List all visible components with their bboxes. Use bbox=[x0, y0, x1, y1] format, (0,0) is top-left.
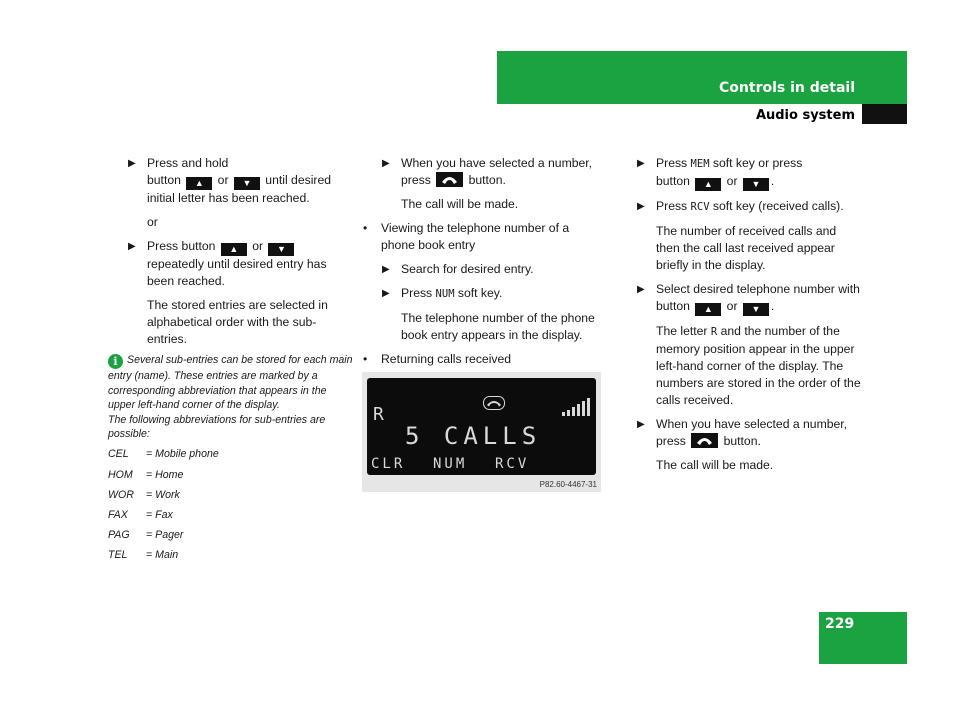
instruction-step: ▶ When you have selected a number, press button. bbox=[382, 156, 593, 187]
display-main-text: 5 CALLS bbox=[405, 422, 542, 450]
display-corner-letter: R bbox=[373, 404, 384, 425]
list-item: TEL = Main bbox=[108, 548, 179, 561]
column-1 bbox=[128, 155, 353, 355]
page-number-box bbox=[819, 612, 907, 664]
step-arrow-icon: ▶ bbox=[382, 288, 390, 299]
instruction-step: ▶ Press button ▲ or ▼ repeatedly until desired entry has been reached. bbox=[128, 239, 327, 288]
down-button-icon: ▼ bbox=[743, 178, 769, 191]
step-arrow-icon: ▶ bbox=[382, 264, 390, 275]
phone-button-icon bbox=[436, 172, 463, 187]
softkey-rcv: RCV bbox=[495, 456, 530, 472]
result-paragraph: The telephone number of the phone book entry appears in the display. bbox=[401, 311, 595, 342]
instruction-step: ▶ When you have selected a number, press button. bbox=[637, 417, 848, 448]
list-item: PAG = Pager bbox=[108, 528, 184, 541]
step-arrow-icon: ▶ bbox=[637, 201, 645, 212]
step-arrow-icon: ▶ bbox=[637, 419, 645, 430]
step-arrow-icon: ▶ bbox=[382, 158, 390, 169]
result-paragraph: The call will be made. bbox=[401, 197, 519, 211]
instruction-step: ▶ Press NUM soft key. bbox=[382, 286, 503, 300]
subsection-title: Audio system bbox=[755, 108, 855, 123]
instruction-step: ▶ Press and hold button ▲ or ▼ until desired initial letter has been reached. bbox=[128, 156, 332, 205]
result-paragraph: The stored entries are selected in alphabetical order with the sub-entries. bbox=[147, 298, 328, 346]
list-item: HOM = Home bbox=[108, 468, 184, 481]
figure-caption: P82.60-4467-31 bbox=[539, 480, 597, 489]
down-button-icon: ▼ bbox=[268, 243, 294, 256]
instruction-step: ▶ Search for desired entry. bbox=[382, 262, 534, 276]
bullet-dot: • bbox=[363, 221, 368, 235]
phone-button-icon bbox=[691, 433, 718, 448]
or-text: or bbox=[147, 215, 158, 229]
softkey-label: NUM bbox=[435, 288, 455, 300]
list-item: CEL = Mobile phone bbox=[108, 448, 219, 461]
up-button-icon: ▲ bbox=[695, 303, 721, 316]
step-arrow-icon: ▶ bbox=[637, 284, 645, 295]
result-paragraph: The number of received calls and then the call last received appear briefly in the display. bbox=[656, 224, 837, 272]
signal-strength-icon bbox=[562, 398, 592, 416]
softkey-label: RCV bbox=[690, 201, 710, 213]
bullet-item: • Returning calls received bbox=[363, 352, 512, 366]
softkey-clr: CLR bbox=[371, 456, 406, 472]
phone-handset-icon bbox=[483, 396, 505, 410]
header-bar bbox=[497, 51, 907, 104]
instruction-step: ▶ Press RCV soft key (received calls). bbox=[637, 199, 844, 213]
list-item: WOR = Work bbox=[108, 488, 180, 501]
column-2 bbox=[362, 155, 602, 375]
page-number: 229 bbox=[825, 616, 855, 632]
list-item: FAX = Fax bbox=[108, 508, 173, 521]
result-paragraph: The letter R and the number of the memory position appear in the upper left-hand corner of the display. The numbers are stored in the order of the calls received. bbox=[656, 324, 861, 407]
up-button-icon: ▲ bbox=[695, 178, 721, 191]
up-button-icon: ▲ bbox=[186, 177, 212, 190]
bullet-dot: • bbox=[363, 352, 368, 366]
info-icon: i bbox=[108, 354, 123, 369]
step-arrow-icon: ▶ bbox=[128, 158, 136, 169]
step-arrow-icon: ▶ bbox=[128, 241, 136, 252]
abbreviation-list bbox=[108, 447, 353, 562]
softkey-label: MEM bbox=[690, 158, 710, 170]
instruction-step: ▶ Select desired telephone number with button ▲ or ▼ . bbox=[637, 282, 860, 314]
step-arrow-icon: ▶ bbox=[637, 158, 645, 169]
display-letter: R bbox=[710, 326, 718, 338]
column-3 bbox=[637, 155, 862, 481]
display-figure bbox=[362, 372, 601, 492]
down-button-icon: ▼ bbox=[743, 303, 769, 316]
info-note: i Several sub-entries can be stored for each main entry (name). These entries are marked by a corresponding abbreviation that appears in the upper left-hand corner of the display. The following abbreviations for sub-entries are possible: CEL = Mobile phone HOM = Home WOR = Work FAX = Fax PAG = Pager TEL = Main bbox=[108, 354, 353, 561]
lcd-display bbox=[367, 378, 596, 475]
down-button-icon: ▼ bbox=[234, 177, 260, 190]
section-title: Controls in detail bbox=[719, 80, 855, 96]
instruction-step: ▶ Press MEM soft key or press button ▲ or ▼ . bbox=[637, 156, 803, 189]
subsection-marker bbox=[862, 104, 907, 124]
softkey-num: NUM bbox=[433, 456, 468, 472]
bullet-item: • Viewing the telephone number of a phone book entry bbox=[363, 221, 570, 252]
up-button-icon: ▲ bbox=[221, 243, 247, 256]
result-paragraph: The call will be made. bbox=[656, 458, 774, 472]
